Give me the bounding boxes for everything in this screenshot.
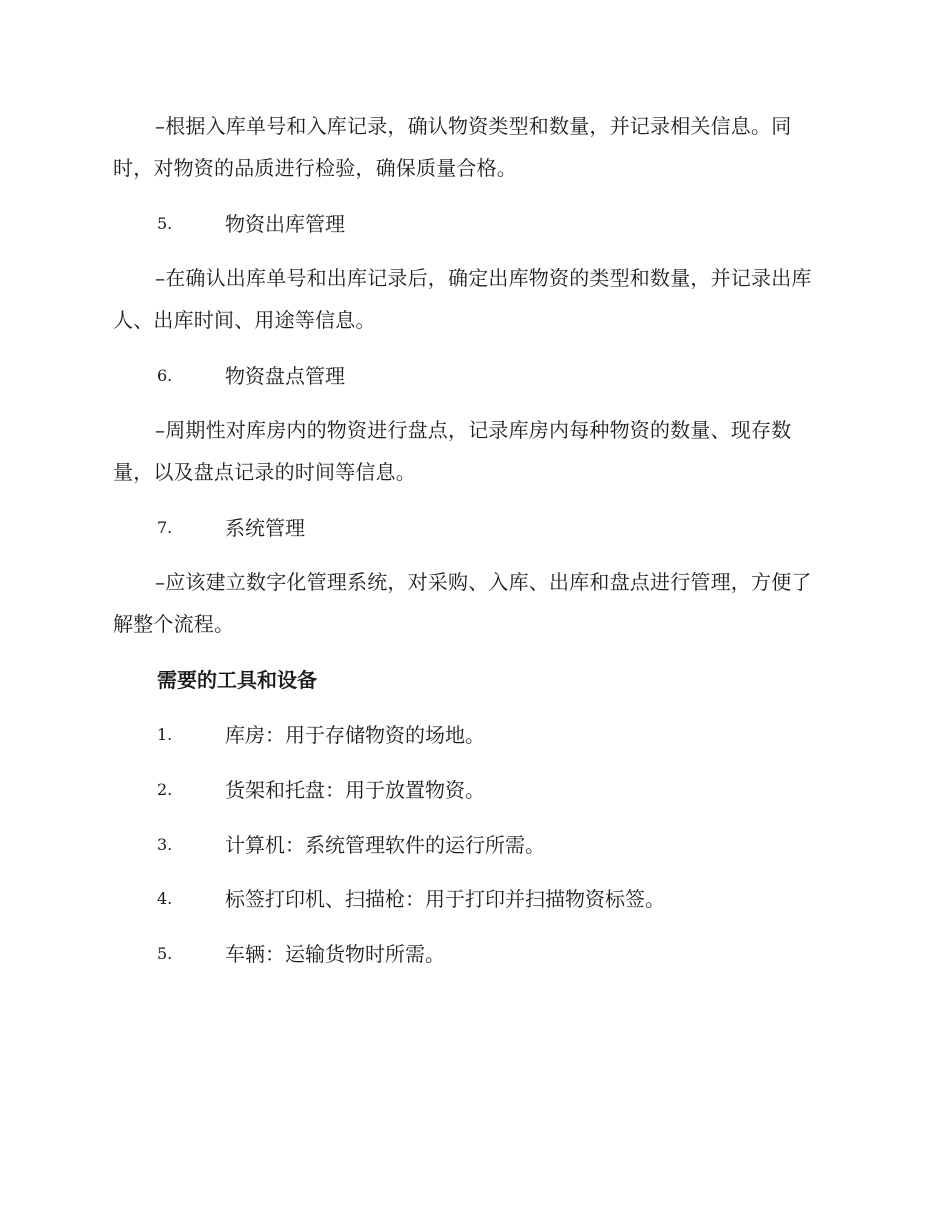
tool-item — [157, 939, 445, 969]
list-number: 3. — [157, 835, 173, 854]
list-number: 5. — [157, 944, 173, 963]
list-text: 货架和托盘：用于放置物资。 — [225, 778, 485, 802]
list-text: 库房：用于存储物资的场地。 — [225, 723, 485, 747]
list-text: 计算机：系统管理软件的运行所需。 — [225, 833, 545, 857]
list-text: 标签打印机、扫描枪：用于打印并扫描物资标签。 — [225, 887, 665, 911]
list-text: 物资盘点管理 — [225, 364, 345, 388]
list-text: 物资出库管理 — [225, 212, 345, 236]
tool-item — [157, 720, 485, 750]
tool-item — [157, 775, 485, 805]
system-paragraph: –应该建立数字化管理系统，对采购、入库、出库和盘点进行管理，方便了解整个流程。 — [113, 570, 812, 636]
list-text: 系统管理 — [225, 516, 305, 540]
inbound-paragraph: –根据入库单号和入库记录，确认物资类型和数量，并记录相关信息。同时，对物资的品质进行检验，确保质量合格。 — [113, 114, 792, 180]
list-text: 车辆：运输货物时所需。 — [225, 942, 445, 966]
list-number: 5. — [157, 214, 173, 233]
list-item-system — [157, 513, 305, 543]
outbound-paragraph: –在确认出库单号和出库记录后，确定出库物资的类型和数量，并记录出库人、出库时间、用途等信息。 — [113, 266, 812, 332]
inventory-paragraph: –周期性对库房内的物资进行盘点，记录库房内每种物资的数量、现存数量，以及盘点记录的时间等信息。 — [113, 418, 792, 484]
list-number: 7. — [157, 518, 173, 537]
list-number: 4. — [157, 889, 173, 908]
list-number: 6. — [157, 366, 173, 385]
list-item-outbound — [157, 209, 345, 239]
list-item-inventory — [157, 361, 345, 391]
tool-item — [157, 830, 545, 860]
list-number: 1. — [157, 725, 173, 744]
list-number: 2. — [157, 780, 173, 799]
tool-item — [157, 884, 665, 914]
tools-heading: 需要的工具和设备 — [157, 668, 317, 692]
